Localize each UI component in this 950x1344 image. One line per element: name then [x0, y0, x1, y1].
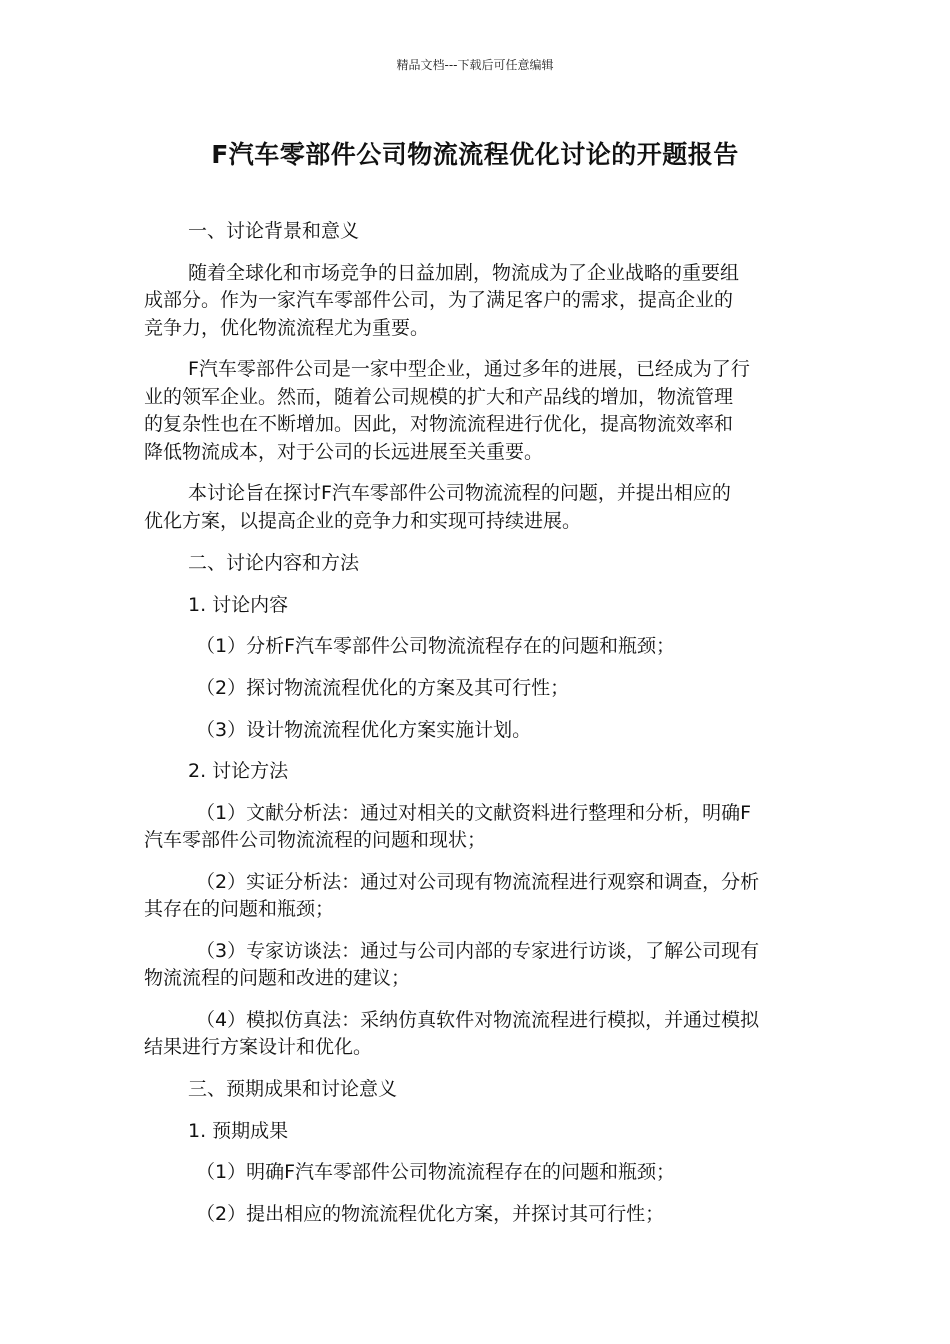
paragraph-line: 降低物流成本，对于公司的长远进展至关重要。	[144, 441, 544, 463]
list-item: （1）分析F汽车零部件公司物流流程存在的问题和瓶颈；	[196, 635, 676, 657]
section-heading: 二、讨论内容和方法	[188, 552, 360, 574]
section-heading: 一、讨论背景和意义	[188, 220, 360, 242]
paragraph-line: 业的领军企业。然而，随着公司规模的扩大和产品线的增加，物流管理	[144, 386, 734, 408]
subsection-heading: 1. 讨论内容	[188, 594, 289, 616]
method-line: 物流流程的问题和改进的建议；	[144, 967, 411, 989]
method-line: （1）文献分析法：通过对相关的文献资料进行整理和分析，明确F	[196, 802, 752, 824]
list-item: （2）探讨物流流程优化的方案及其可行性；	[196, 677, 570, 699]
document-title: F汽车零部件公司物流流程优化讨论的开题报告	[211, 140, 739, 169]
method-line: （2）实证分析法：通过对公司现有物流流程进行观察和调查，分析	[196, 871, 760, 893]
method-line: 汽车零部件公司物流流程的问题和现状；	[144, 829, 487, 851]
method-line: （4）模拟仿真法：采纳仿真软件对物流流程进行模拟，并通过模拟	[196, 1009, 760, 1031]
paragraph-line: F汽车零部件公司是一家中型企业，通过多年的进展，已经成为了行	[188, 358, 750, 380]
paragraph-line: 本讨论旨在探讨F汽车零部件公司物流流程的问题，并提出相应的	[188, 482, 731, 504]
list-item: （1）明确F汽车零部件公司物流流程存在的问题和瓶颈；	[196, 1161, 676, 1183]
subsection-heading: 2. 讨论方法	[188, 760, 289, 782]
paragraph-line: 成部分。作为一家汽车零部件公司，为了满足客户的需求，提高企业的	[144, 289, 734, 311]
paragraph-line: 优化方案，以提高企业的竞争力和实现可持续进展。	[144, 510, 582, 532]
header-note: 精品文档---下载后可任意编辑	[396, 58, 554, 72]
subsection-heading: 1. 预期成果	[188, 1120, 289, 1142]
paragraph-line: 竞争力，优化物流流程尤为重要。	[144, 317, 430, 339]
paragraph-line: 随着全球化和市场竞争的日益加剧，物流成为了企业战略的重要组	[188, 262, 740, 284]
section-heading: 三、预期成果和讨论意义	[188, 1078, 398, 1100]
method-line: 结果进行方案设计和优化。	[144, 1036, 373, 1058]
method-line: 其存在的问题和瓶颈；	[144, 898, 335, 920]
list-item: （2）提出相应的物流流程优化方案，并探讨其可行性；	[196, 1203, 665, 1225]
paragraph-line: 的复杂性也在不断增加。因此，对物流流程进行优化，提高物流效率和	[144, 413, 734, 435]
list-item: （3）设计物流流程优化方案实施计划。	[196, 719, 532, 741]
method-line: （3）专家访谈法：通过与公司内部的专家进行访谈，了解公司现有	[196, 940, 760, 962]
